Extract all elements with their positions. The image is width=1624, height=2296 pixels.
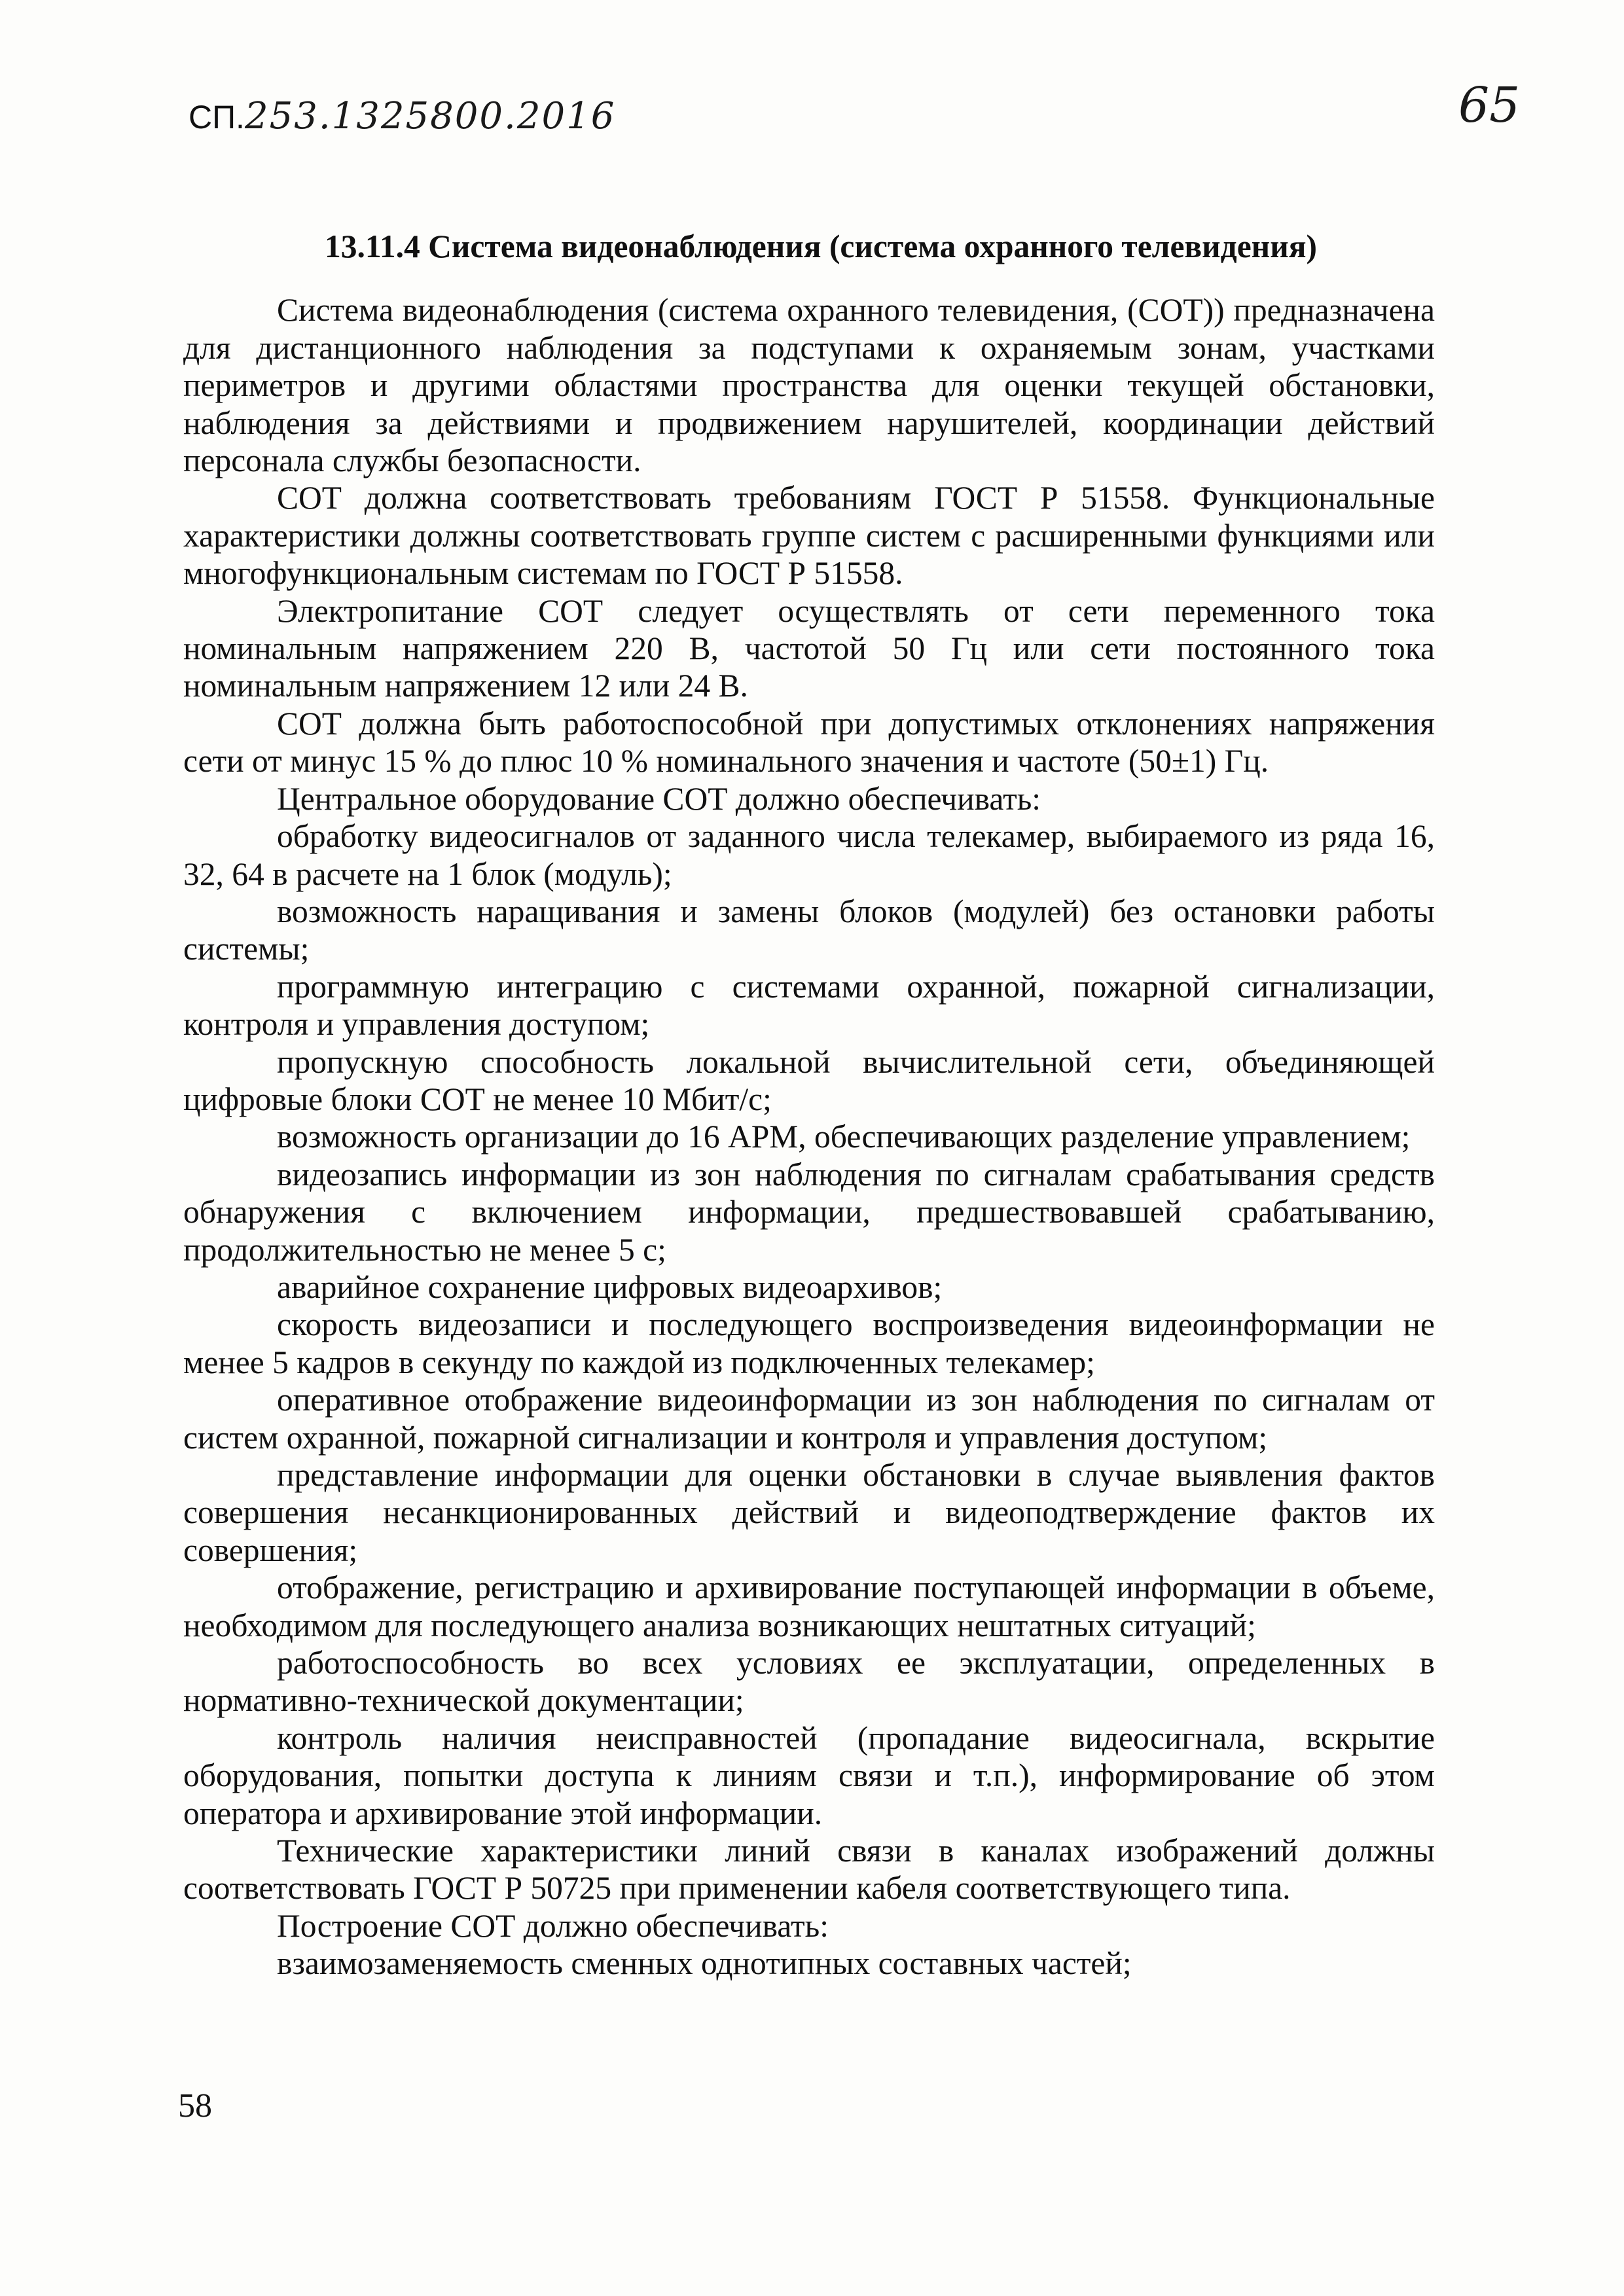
list-item: контроль наличия неисправностей (пропадание видеосигнала, вскрытие оборудования, попытки доступа к линиям связи и т.п.), информирование об этом оператора и архивирование этой информации. — [183, 1719, 1435, 1831]
list-item: возможность наращивания и замены блоков (модулей) без остановки работы системы; — [183, 893, 1435, 967]
list-item: обработку видеосигналов от заданного числа телекамер, выбираемого из ряда 16, 32, 64 в расчете на 1 блок (модуль); — [183, 818, 1435, 892]
list-item: аварийное сохранение цифровых видеоархивов; — [277, 1268, 943, 1305]
list-item: оперативное отображение видеоинформации из зон наблюдения по сигналам от систем охранной, пожарной сигнализации и контроля и управления доступом; — [183, 1382, 1435, 1456]
list-item: пропускную способность локальной вычислительной сети, объединяющей цифровые блоки СОТ не менее 10 Мбит/с; — [183, 1043, 1435, 1117]
page-number: 58 — [178, 2087, 212, 2125]
paragraph-requirements: СОТ должна соответствовать требованиям ГОСТ Р 51558. Функциональные характеристики должны соответствовать группе систем с расширенными функциями или многофункциональным системам по ГОСТ Р 51558. — [183, 480, 1435, 592]
list-item: видеозапись информации из зон наблюдения по сигналам срабатывания средств обнаружения с включением информации, предшествовавшей срабатыванию, продолжительностью не менее 5 с; — [183, 1156, 1435, 1268]
document-code — [189, 95, 616, 137]
paragraph-communication-lines: Технические характеристики линий связи в каналах изображений должны соответствовать ГОСТ Р 50725 при применении кабеля соответствующего типа. — [183, 1833, 1435, 1907]
section-heading: 13.11.4 Система видеонаблюдения (система охранного телевидения) — [325, 228, 1317, 264]
list-item: отображение, регистрацию и архивирование поступающей информации в объеме, необходимом для последующего анализа возникающих нештатных ситуаций; — [183, 1570, 1435, 1643]
handwritten-sheet-number: 65 — [1458, 77, 1521, 134]
list-item: возможность организации до 16 АРМ, обеспечивающих разделение управлением; — [277, 1119, 1411, 1155]
paragraph-power-supply: Электропитание СОТ следует осуществлять от сети переменного тока номинальным напряжением 220 В, частотой 50 Гц или сети постоянного тока номинальным напряжением 12 или 24 В. — [183, 592, 1435, 704]
document-code-prefix: СП. — [189, 99, 245, 135]
list-item: скорость видеозаписи и последующего воспроизведения видеоинформации не менее 5 кадров в секунду по каждой из подключенных телекамер; — [183, 1306, 1435, 1380]
paragraph-purpose: Система видеонаблюдения (система охранного телевидения, (СОТ)) предназначена для дистанционного наблюдения за подступами к охраняемым зонам, участками периметров и другими областями пространства для оценки текущей обстановки, наблюдения за действиями и продвижением нарушителей, координации действий персонала службы безопасности. — [183, 292, 1435, 479]
paragraph-central-equipment-intro: Центральное оборудование СОТ должно обеспечивать: — [277, 780, 1041, 817]
paragraph-construction-intro: Построение СОТ должно обеспечивать: — [277, 1907, 829, 1944]
body-text — [183, 228, 1435, 1982]
list-item: программную интеграцию с системами охранной, пожарной сигнализации, контроля и управления доступом; — [183, 968, 1435, 1043]
list-item: представление информации для оценки обстановки в случае выявления фактов совершения несанкционированных действий и видеоподтверждение фактов их совершения; — [183, 1457, 1435, 1568]
paragraph-voltage-tolerance: СОТ должна быть работоспособной при допустимых отклонениях напряжения сети от минус 15 % до плюс 10 % номинального значения и частоте (50±1) Гц. — [183, 705, 1435, 780]
list-item: работоспособность во всех условиях ее эксплуатации, определенных в нормативно-технической документации; — [183, 1645, 1435, 1719]
document-code-handwritten: 253.1325800.2016 — [244, 95, 616, 137]
list-item: взаимозаменяемость сменных однотипных составных частей; — [277, 1945, 1132, 1982]
